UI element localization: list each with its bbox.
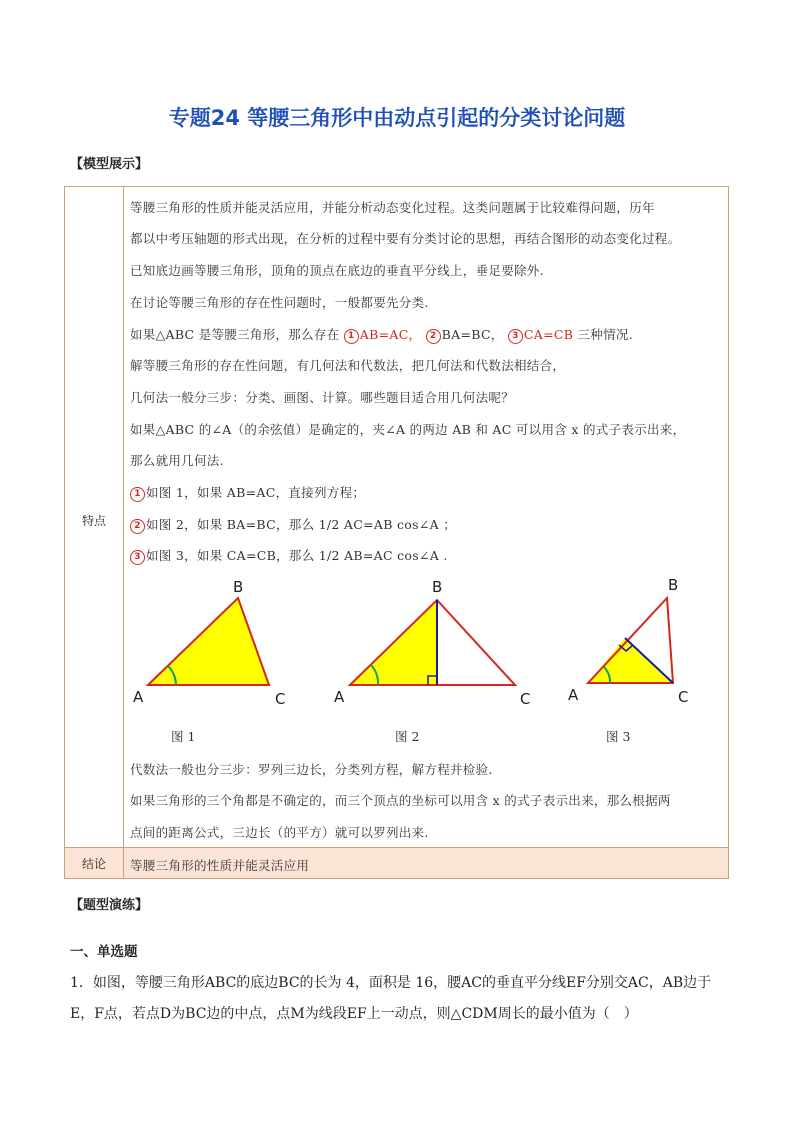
circled-number-3: 3	[508, 329, 523, 344]
triangle-figures	[128, 570, 708, 710]
figure-2-caption: 图 2	[395, 729, 420, 744]
figure-2-triangle	[334, 578, 530, 708]
case-line-3: 3 如图 3，如果 CA=CB，那么 1/2 AB=AC cos∠A .	[130, 546, 448, 565]
vertex-b: B	[432, 578, 443, 596]
text-line: 代数法一般也分三步：罗列三边长，分类列方程，解方程并检验.	[130, 762, 493, 777]
text-line: 点间的距离公式，三边长（的平方）就可以罗列出来.	[130, 825, 429, 840]
circled-number-3: 3	[130, 550, 145, 565]
case-line-2: 2 如图 2，如果 BA=BC，那么 1/2 AC=AB cos∠A ；	[130, 515, 456, 534]
vertex-b: B	[233, 578, 244, 596]
figure-3-triangle	[568, 576, 688, 706]
circled-number-1: 1	[344, 329, 359, 344]
text-line: 等腰三角形的性质并能灵活应用，并能分析动态变化过程。这类问题属于比较难得问题，历年	[130, 200, 655, 215]
vertex-b: B	[668, 576, 679, 594]
conclusion-label: 结论	[81, 857, 106, 871]
model-section-label: 【模型展示】	[70, 157, 149, 172]
question-1-line: E，F点，若点D为BC边的中点，点M为线段EF上一动点，则△CDM周长的最小值为（ ）	[70, 1006, 638, 1022]
figure-3-caption: 图 3	[606, 729, 631, 744]
text-line: 那么就用几何法.	[130, 453, 224, 468]
vertex-c: C	[520, 690, 531, 708]
figure-1-caption: 图 1	[171, 729, 196, 744]
practice-section-label: 【题型演练】	[70, 898, 149, 913]
figure-1-triangle	[133, 578, 285, 708]
text-line: 解等腰三角形的存在性问题，有几何法和代数法，把几何法和代数法相结合，	[130, 358, 566, 373]
cases-intro-line: 如果△ABC 是等腰三角形，那么存在 1 AB=AC， 2 BA=BC， 3 CA=CB 三种情况.	[130, 327, 633, 342]
vertex-a: A	[568, 686, 579, 704]
case-line-1: 1 如图 1，如果 AB=AC，直接列方程；	[130, 483, 365, 502]
vertex-a: A	[133, 688, 144, 706]
circled-number-1: 1	[130, 487, 145, 502]
circled-number-2: 2	[426, 329, 441, 344]
text-line: 如果三角形的三个角都是不确定的，而三个顶点的坐标可以用含 x 的式子表示出来，那么根据两	[130, 793, 671, 808]
text-line: 几何法一般分三步：分类、画图、计算。哪些题目适合用几何法呢？	[130, 390, 515, 405]
page-title: 专题24 等腰三角形中由动点引起的分类讨论问题	[168, 106, 626, 130]
vertex-a: A	[334, 688, 345, 706]
conclusion-text: 等腰三角形的性质并能灵活应用	[130, 858, 310, 873]
text-line: 如果△ABC 的∠A（的余弦值）是确定的，夹∠A 的两边 AB 和 AC 可以用含 x 的式子表示出来，	[130, 422, 686, 437]
circled-number-2: 2	[130, 519, 145, 534]
vertex-c: C	[275, 690, 286, 708]
text-line: 都以中考压轴题的形式出现，在分析的过程中要有分类讨论的思想，再结合图形的动态变化过程。	[130, 231, 681, 246]
feature-label: 特点	[81, 514, 106, 528]
text-line: 在讨论等腰三角形的存在性问题时，一般都要先分类.	[130, 295, 429, 310]
section-heading: 一、单选题	[70, 944, 138, 960]
question-1-line: 1．如图，等腰三角形ABC的底边BC的长为 4，面积是 16，腰AC的垂直平分线EF分别交AC，AB边于	[70, 975, 712, 991]
text-line: 已知底边画等腰三角形，顶角的顶点在底边的垂直平分线上，垂足要除外.	[130, 263, 544, 278]
vertex-c: C	[678, 688, 689, 706]
